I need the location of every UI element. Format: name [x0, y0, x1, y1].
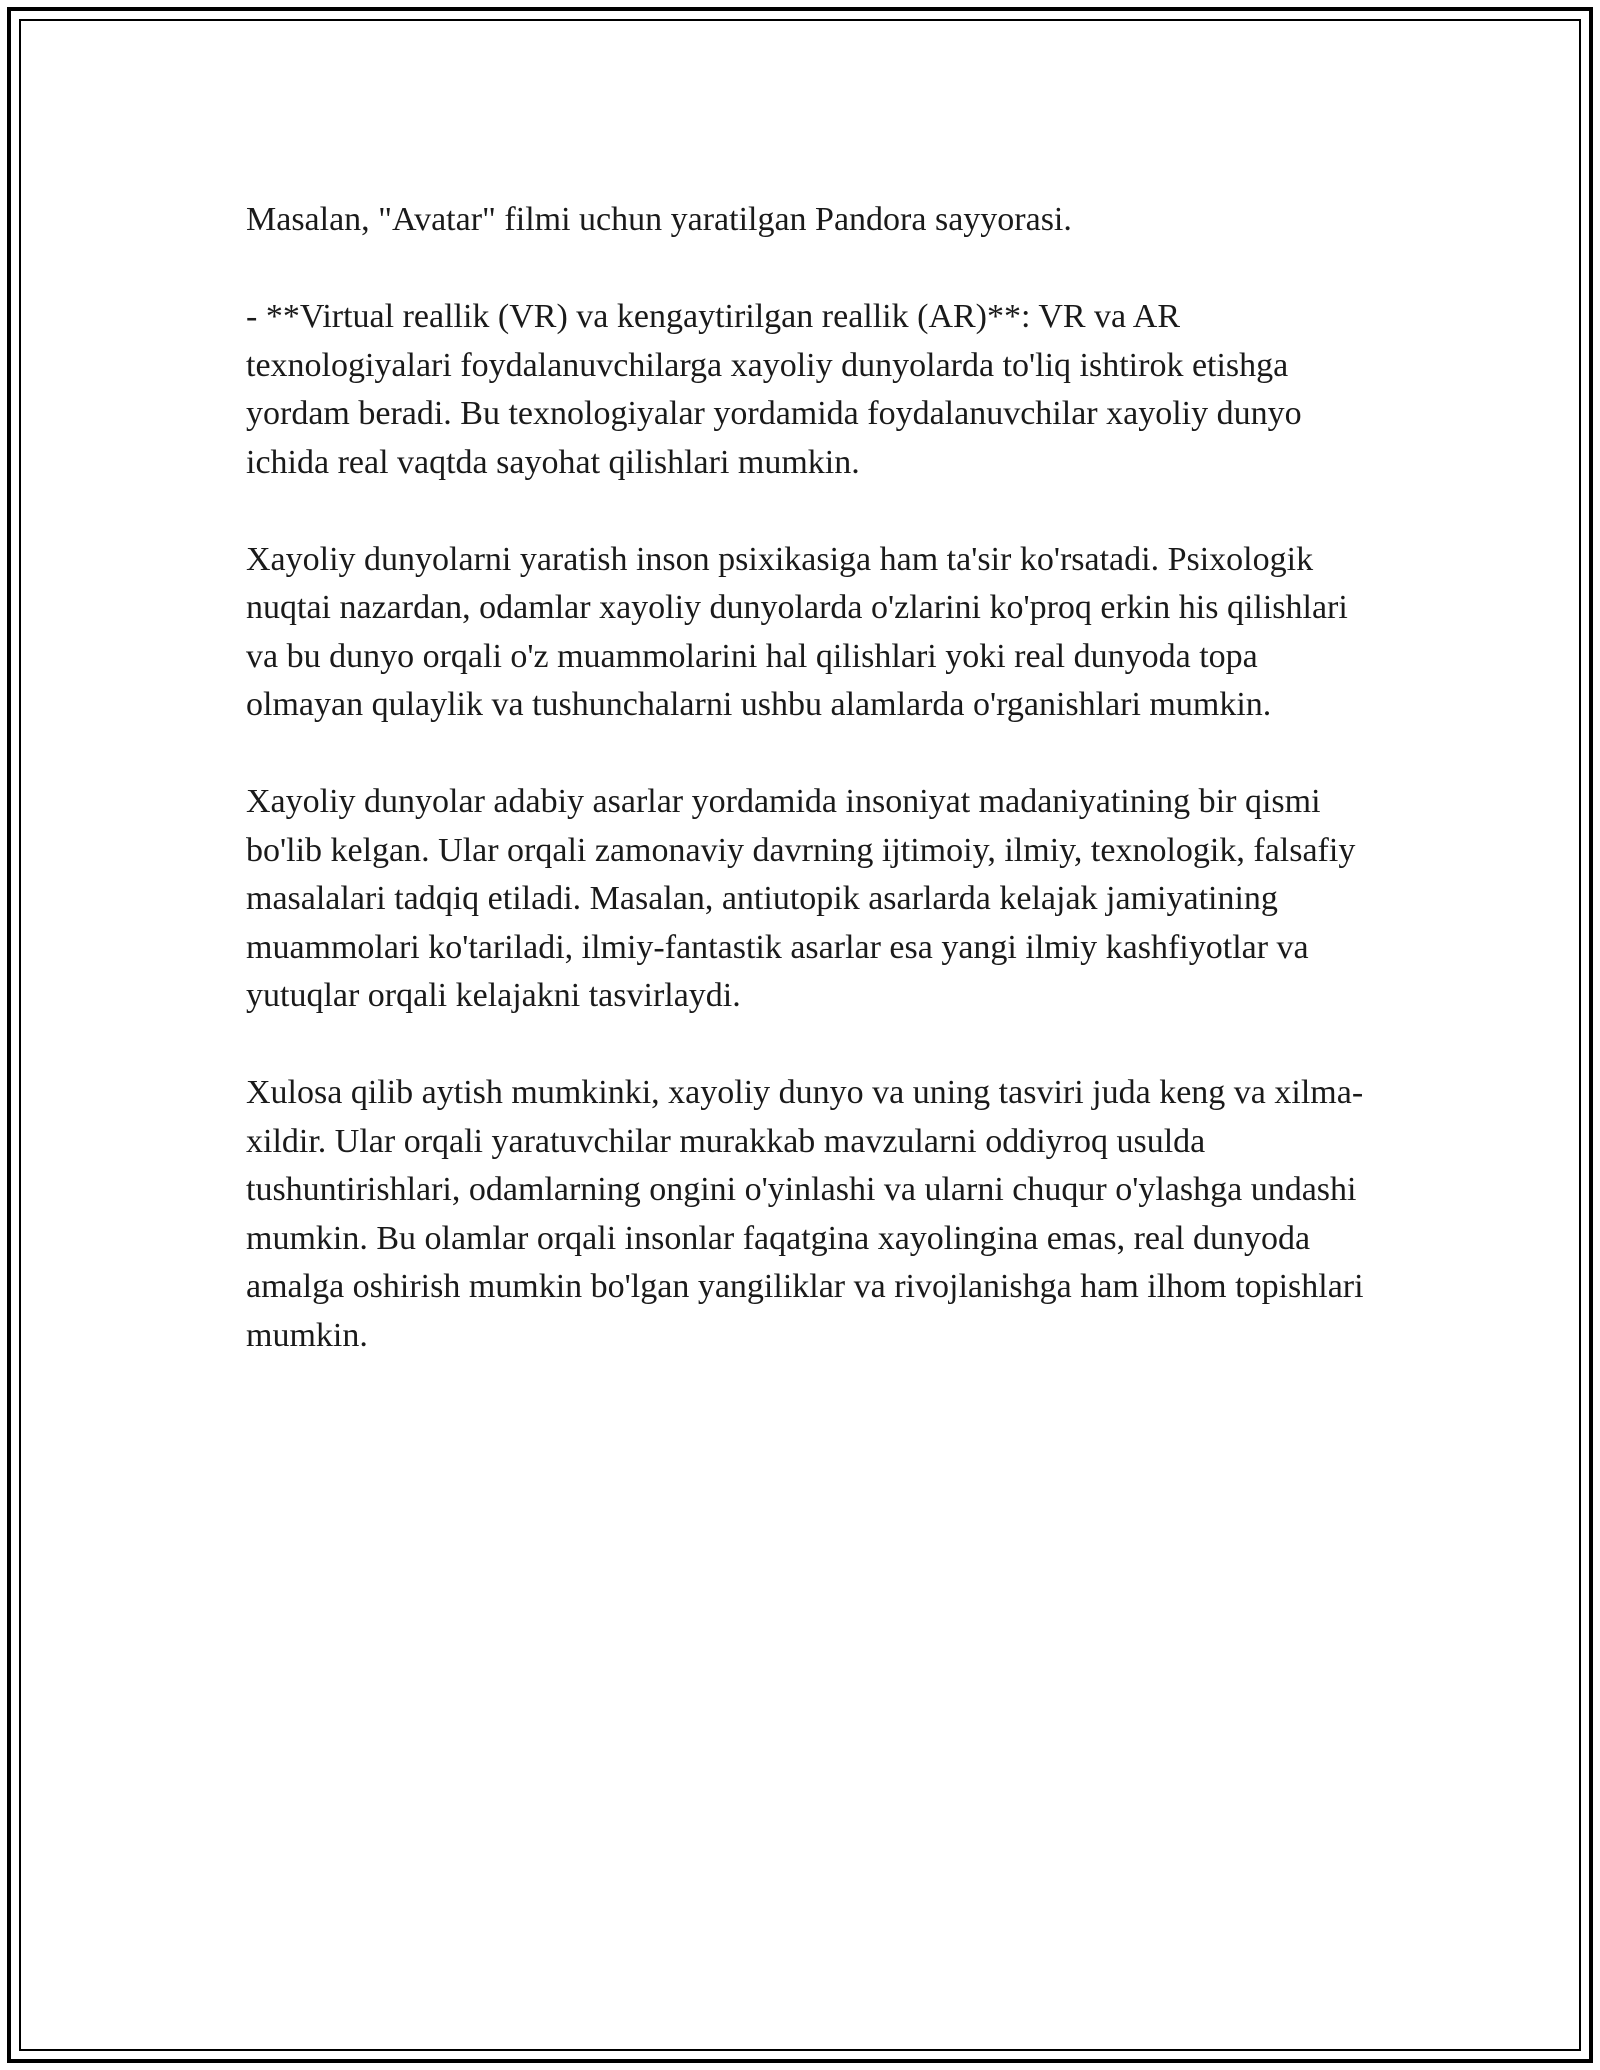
- paragraph-2: - **Virtual reallik (VR) va kengaytirilgan reallik (AR)**: VR va AR texnologiyalari foydalanuvchilarga xayoliy dunyolarda to'liq ishtirok etishga yordam beradi. Bu texnologiyalar yordamida foydalanuvchilar xayoliy dunyo ichida real vaqtda sayohat qilishlari mumkin.: [246, 298, 1302, 481]
- paragraph-1: Masalan, "Avatar" filmi uchun yaratilgan Pandora sayyorasi.: [246, 201, 1072, 238]
- page-border: [7, 7, 1593, 2063]
- document-body: [246, 196, 1376, 1409]
- paragraph-3: Xayoliy dunyolarni yaratish inson psixikasiga ham ta'sir ko'rsatadi. Psixologik nuqtai nazardan, odamlar xayoliy dunyolarda o'zlarini ko'proq erkin his qilishlari va bu dunyo orqali o'z muammolarini hal qilishlari yoki real dunyoda topa olmayan qulaylik va tushunchalarni ushbu alamlarda o'rganishlari mumkin.: [246, 540, 1348, 723]
- paragraph-5: Xulosa qilib aytish mumkinki, xayoliy dunyo va uning tasviri juda keng va xilma-xildir. Ular orqali yaratuvchilar murakkab mavzularni oddiyroq usulda tushuntirishlari, odamlarning ongini o'yinlashi va ularni chuqur o'ylashga undashi mumkin. Bu olamlar orqali insonlar faqatgina xayolingina emas, real dunyoda amalga oshirish mumkin bo'lgan yangiliklar va rivojlanishga ham ilhom topishlari mumkin.: [246, 1074, 1364, 1354]
- paragraph-4: Xayoliy dunyolar adabiy asarlar yordamida insoniyat madaniyatining bir qismi bo'lib kelgan. Ular orqali zamonaviy davrning ijtimoiy, ilmiy, texnologik, falsafiy masalalari tadqiq etiladi. Masalan, antiutopik asarlarda kelajak jamiyatining muammolari ko'tariladi, ilmiy-fantastik asarlar esa yangi ilmiy kashfiyotlar va yutuqlar orqali kelajakni tasvirlaydi.: [246, 783, 1356, 1014]
